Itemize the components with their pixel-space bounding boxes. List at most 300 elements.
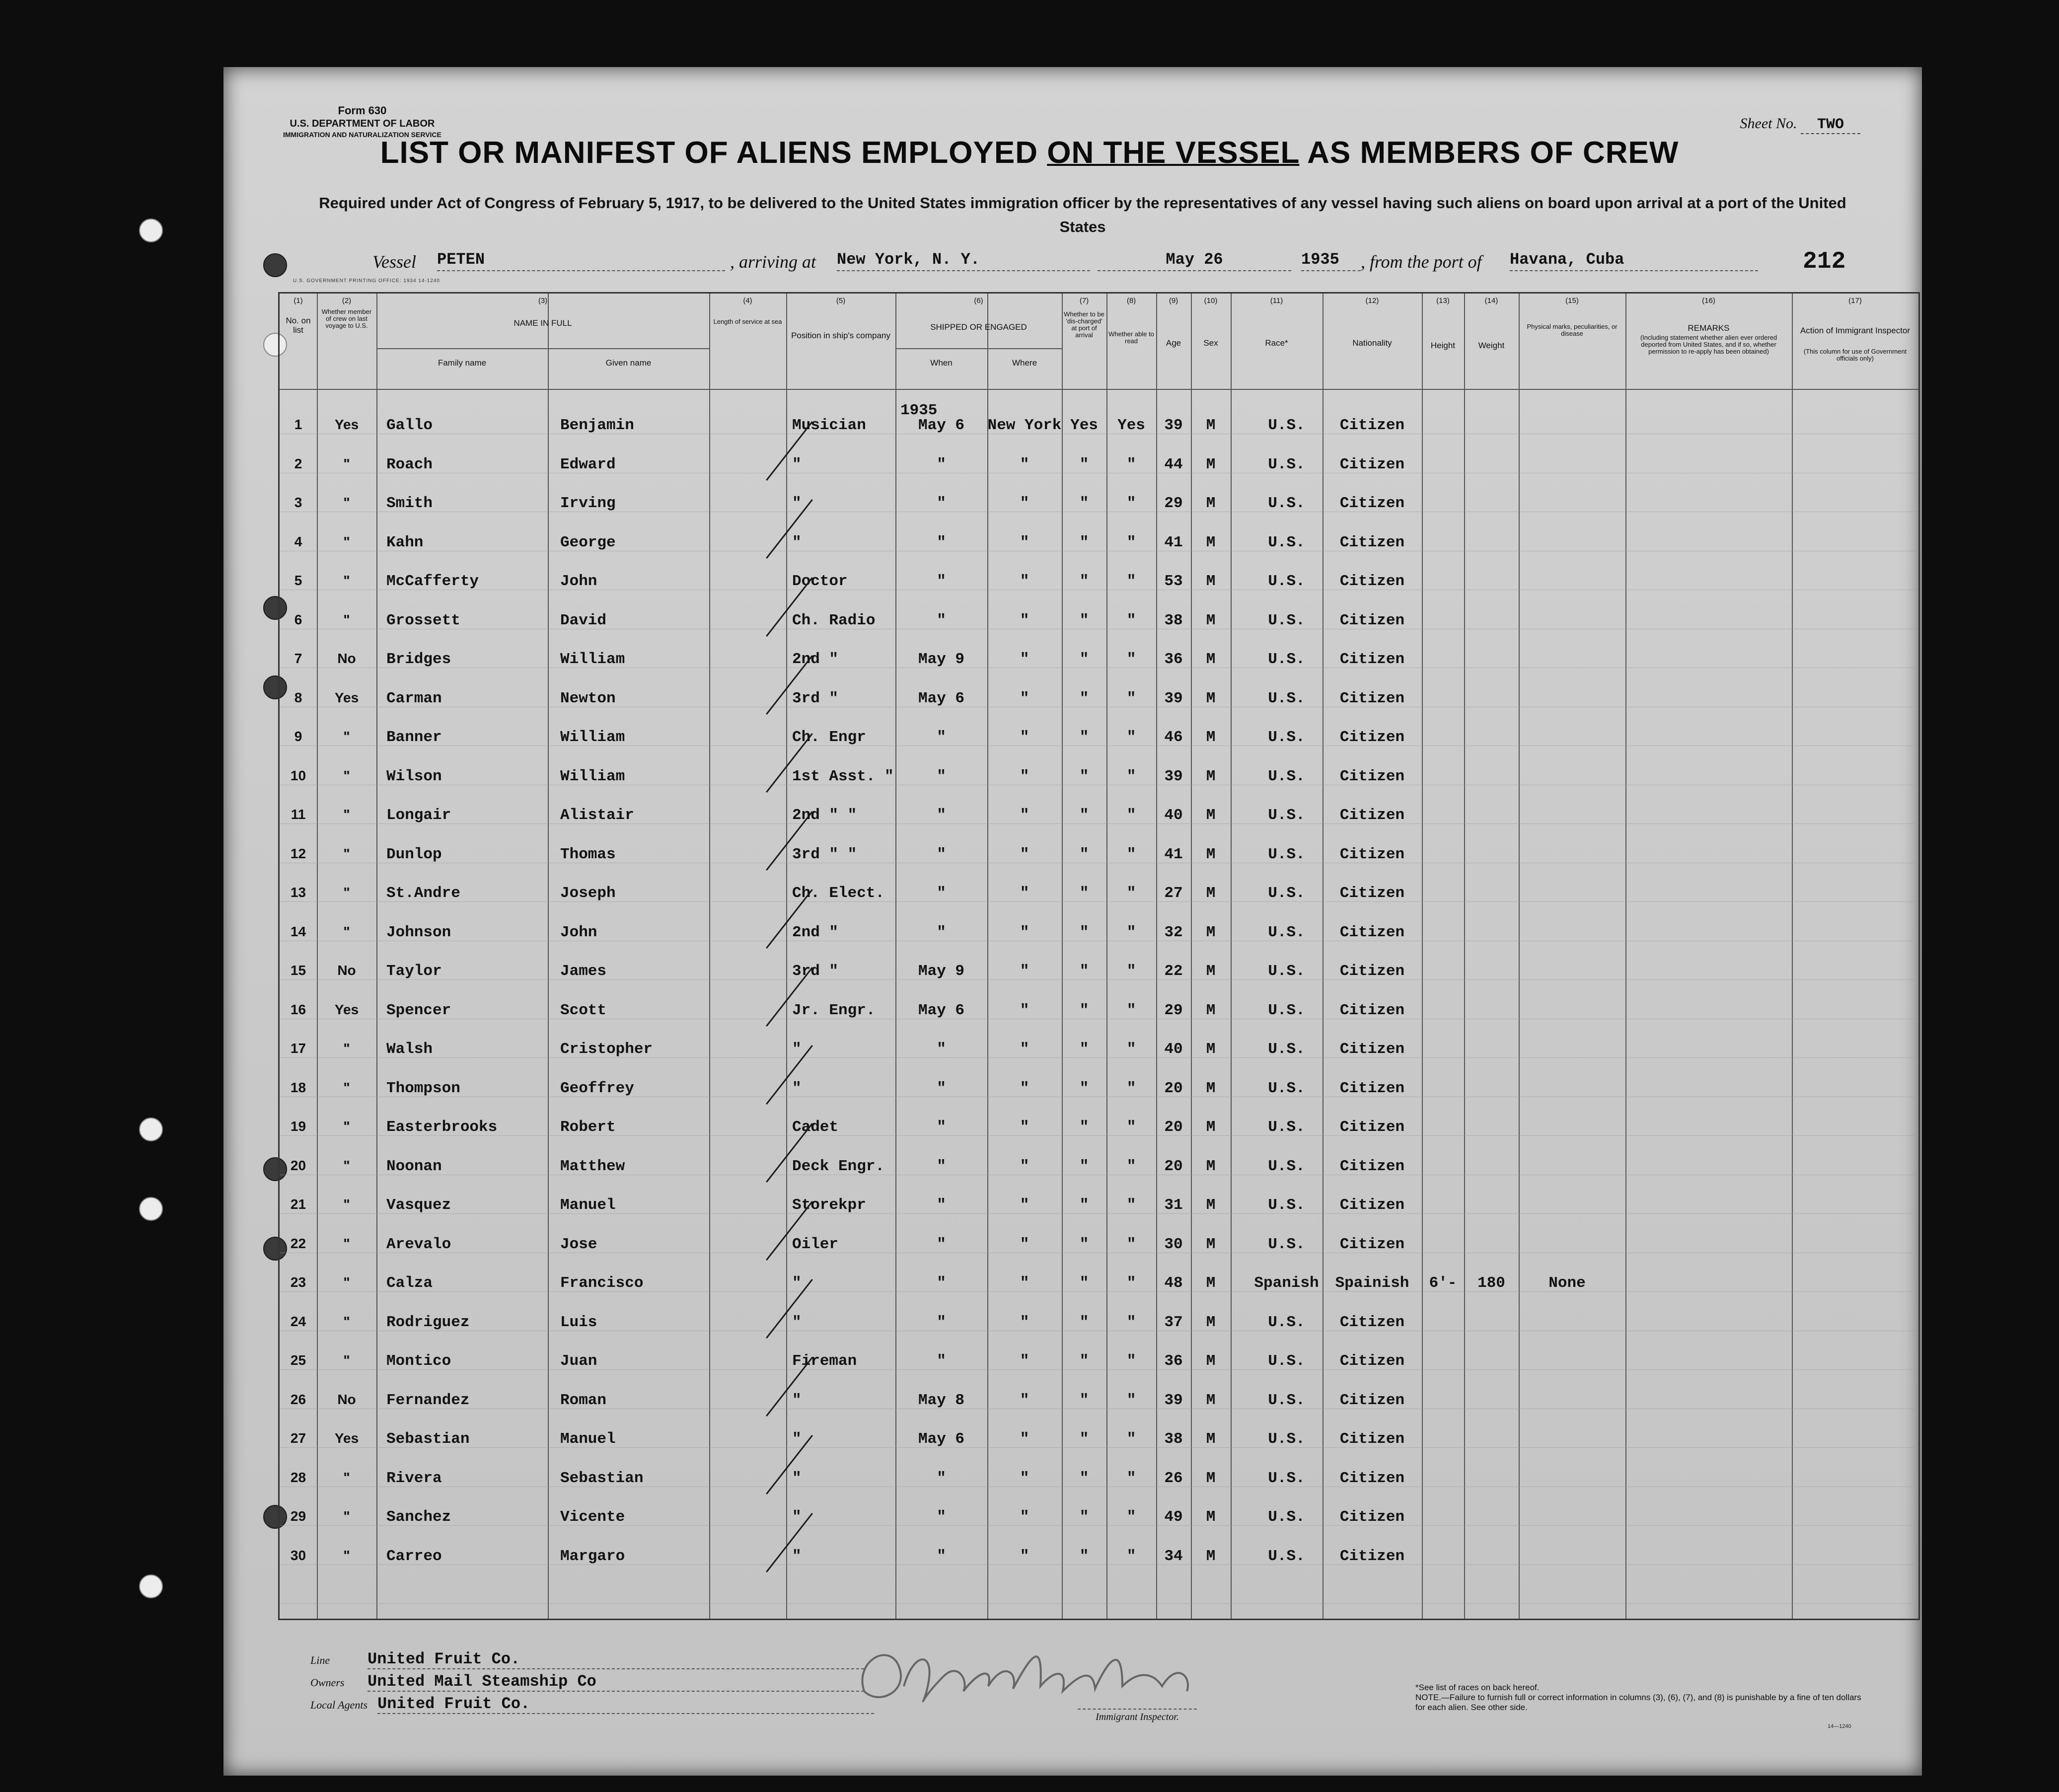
shipped-where: "	[1020, 729, 1030, 746]
family-name: Calza	[386, 1274, 433, 1292]
shipped-where: "	[1020, 1469, 1030, 1487]
sex: M	[1206, 573, 1216, 590]
nationality: Citizen	[1339, 1119, 1405, 1136]
race: U.S.	[1268, 845, 1305, 863]
agents-label: Local Agents	[310, 1699, 368, 1711]
age: 40	[1164, 1041, 1183, 1058]
race: U.S.	[1268, 573, 1305, 590]
shipped-where: "	[1020, 533, 1030, 551]
shipped-where: "	[1020, 689, 1030, 707]
discharged: "	[1079, 689, 1089, 707]
able-to-read: "	[1126, 1313, 1136, 1331]
given-name: Alistair	[560, 807, 634, 824]
race: U.S.	[1268, 1079, 1305, 1097]
discharged: "	[1079, 923, 1089, 941]
nationality: Citizen	[1339, 1391, 1405, 1409]
discharged: "	[1079, 1157, 1089, 1175]
list-number: 27	[290, 1430, 306, 1446]
discharged: "	[1079, 885, 1089, 902]
discharged: "	[1079, 1508, 1089, 1526]
position: Storekpr	[792, 1196, 866, 1214]
sex: M	[1206, 963, 1216, 980]
race: U.S.	[1268, 729, 1305, 746]
shipped-where: "	[1020, 1430, 1030, 1448]
discharged: "	[1079, 767, 1089, 785]
sex: M	[1206, 807, 1216, 824]
able-to-read: "	[1126, 1274, 1136, 1292]
column-divider	[1062, 294, 1063, 1619]
able-to-read: "	[1126, 1352, 1136, 1370]
previous-voyage: No	[337, 1391, 356, 1407]
row-rule	[280, 1369, 1918, 1370]
shipped-when: May 6	[918, 689, 965, 707]
position: 3rd "	[792, 689, 839, 707]
shipped-when: May 8	[918, 1391, 965, 1409]
family-name: Sebastian	[386, 1430, 470, 1448]
shipped-when: "	[937, 1157, 946, 1175]
position: Oiler	[792, 1235, 839, 1253]
nationality: Citizen	[1339, 1235, 1405, 1253]
family-name: Rodriguez	[386, 1313, 470, 1331]
list-number: 3	[294, 495, 302, 510]
crew-table	[278, 292, 1920, 1620]
sex: M	[1206, 455, 1216, 473]
nationality: Citizen	[1339, 1196, 1405, 1214]
header-weight: Weight	[1478, 341, 1505, 350]
shipped-when: "	[937, 1469, 946, 1487]
binder-hole	[139, 219, 163, 242]
header-subdivider	[895, 348, 1062, 349]
list-number: 17	[290, 1041, 306, 1056]
position: Deck Engr.	[792, 1157, 885, 1175]
sex: M	[1206, 533, 1216, 551]
list-number: 4	[294, 533, 302, 549]
shipped-when: May 6	[918, 417, 965, 434]
given-name: Manuel	[560, 1430, 616, 1448]
nationality: Citizen	[1339, 963, 1405, 980]
nationality: Citizen	[1339, 651, 1405, 668]
given-name: Sebastian	[560, 1469, 644, 1487]
column-number: (3)	[538, 297, 548, 305]
previous-voyage: "	[343, 573, 350, 588]
nationality: Citizen	[1339, 1041, 1405, 1058]
able-to-read: "	[1126, 533, 1136, 551]
able-to-read: "	[1126, 1001, 1136, 1019]
position: 1st Asst. "	[792, 767, 894, 785]
header-family-name: Family name	[438, 358, 487, 368]
column-number: (8)	[1126, 297, 1136, 305]
row-rule	[280, 1213, 1918, 1214]
column-divider	[987, 294, 988, 1619]
list-number: 11	[291, 807, 306, 822]
family-name: Roach	[386, 455, 433, 473]
service-slash	[766, 1435, 813, 1494]
race: U.S.	[1268, 1352, 1305, 1370]
nationality: Citizen	[1339, 729, 1405, 746]
race: U.S.	[1268, 923, 1305, 941]
list-number: 30	[290, 1547, 306, 1563]
printer-line: U.S. GOVERNMENT PRINTING OFFICE: 1934 14-1240	[293, 278, 440, 284]
position: Ch. Radio	[792, 611, 876, 629]
shipped-when: "	[937, 923, 946, 941]
able-to-read: "	[1126, 1041, 1136, 1058]
able-to-read: "	[1126, 963, 1136, 980]
service-slash	[766, 421, 813, 481]
family-name: Walsh	[386, 1041, 433, 1058]
header-sex: Sex	[1203, 338, 1218, 348]
position: 2nd "	[792, 923, 839, 941]
header-height: Height	[1430, 341, 1456, 350]
column-divider	[1156, 294, 1157, 1619]
given-name: Margaro	[560, 1547, 625, 1565]
column-divider	[1519, 294, 1520, 1619]
position: Doctor	[792, 573, 848, 590]
nationality: Citizen	[1339, 807, 1405, 824]
discharged: "	[1079, 1274, 1089, 1292]
column-divider	[709, 294, 710, 1619]
age: 32	[1164, 923, 1183, 941]
sex: M	[1206, 1391, 1216, 1409]
header-shipped-engaged: SHIPPED OR ENGAGED	[930, 322, 1027, 332]
race: U.S.	[1268, 1157, 1305, 1175]
column-number: (16)	[1702, 297, 1715, 305]
column-divider	[1464, 294, 1465, 1619]
family-name: Spencer	[386, 1001, 451, 1019]
sex: M	[1206, 651, 1216, 668]
arrival-year: 1935	[1301, 250, 1361, 271]
nationality: Citizen	[1339, 1469, 1405, 1487]
race: U.S.	[1268, 1391, 1305, 1409]
previous-voyage: "	[343, 923, 350, 939]
previous-voyage: "	[343, 1547, 350, 1563]
sex: M	[1206, 729, 1216, 746]
given-name: David	[560, 611, 607, 629]
age: 48	[1164, 1274, 1183, 1292]
header-previous-voyage: Whether member of crew on last voyage to U.S.	[321, 308, 372, 329]
shipped-where: "	[1020, 1001, 1030, 1019]
shipped-when: "	[937, 1235, 946, 1253]
shipped-when: "	[937, 1547, 946, 1565]
race: U.S.	[1268, 651, 1305, 668]
discharged: "	[1079, 1079, 1089, 1097]
discharged: "	[1079, 1001, 1089, 1019]
sex: M	[1206, 1352, 1216, 1370]
race: U.S.	[1268, 963, 1305, 980]
header-able-to-read: Whether able to read	[1108, 330, 1154, 345]
race: U.S.	[1268, 1196, 1305, 1214]
previous-voyage: "	[343, 1352, 350, 1368]
shipped-when: "	[937, 495, 946, 512]
row-rule	[280, 901, 1918, 902]
discharged: "	[1079, 573, 1089, 590]
previous-voyage: "	[343, 1196, 350, 1212]
age: 36	[1164, 651, 1183, 668]
age: 37	[1164, 1313, 1183, 1331]
row-rule	[280, 1603, 1918, 1604]
header-discharged: Whether to be 'dis-charged' at port of arrival	[1064, 310, 1104, 339]
shipped-where: "	[1020, 1313, 1030, 1331]
discharged: "	[1079, 611, 1089, 629]
age: 41	[1164, 533, 1183, 551]
binder-hole	[139, 1118, 163, 1141]
discharged: "	[1079, 1469, 1089, 1487]
list-number: 7	[294, 651, 302, 666]
row-rule	[280, 1057, 1918, 1058]
sex: M	[1206, 495, 1216, 512]
column-number: (1)	[294, 297, 303, 305]
family-name: Carreo	[386, 1547, 442, 1565]
given-name: Scott	[560, 1001, 607, 1019]
nationality: Citizen	[1339, 417, 1405, 434]
family-name: Johnson	[386, 923, 451, 941]
header-action: Action of Immigrant Inspector	[1800, 326, 1911, 335]
previous-voyage: "	[343, 1079, 350, 1095]
list-number: 9	[294, 729, 302, 744]
age: 30	[1164, 1235, 1183, 1253]
nationality: Citizen	[1339, 1430, 1405, 1448]
voyage-line	[372, 248, 1763, 278]
position: "	[792, 533, 802, 551]
family-name: Smith	[386, 495, 433, 512]
column-number: (10)	[1204, 297, 1218, 305]
header-given-name: Given name	[605, 358, 652, 368]
sex: M	[1206, 689, 1216, 707]
row-rule	[280, 1447, 1918, 1448]
sex: M	[1206, 1274, 1216, 1292]
race: U.S.	[1268, 1547, 1305, 1565]
age: 20	[1164, 1157, 1183, 1175]
position: "	[792, 1508, 802, 1526]
given-name: John	[560, 573, 597, 590]
column-number: (17)	[1848, 297, 1862, 305]
discharged: "	[1079, 1547, 1089, 1565]
header-rule	[280, 389, 1918, 390]
nationality: Citizen	[1339, 923, 1405, 941]
discharged: "	[1079, 533, 1089, 551]
family-name: Thompson	[386, 1079, 460, 1097]
service-slash	[766, 1045, 813, 1105]
position: "	[792, 1274, 802, 1292]
able-to-read: "	[1126, 807, 1136, 824]
shipped-when: "	[937, 455, 946, 473]
race: U.S.	[1268, 885, 1305, 902]
column-divider	[1191, 294, 1192, 1619]
shipped-where: "	[1020, 767, 1030, 785]
list-number: 14	[290, 923, 306, 939]
service-slash	[766, 1357, 813, 1417]
position: "	[792, 1469, 802, 1487]
able-to-read: "	[1126, 651, 1136, 668]
shipped-when: "	[937, 1119, 946, 1136]
able-to-read: "	[1126, 455, 1136, 473]
age: 46	[1164, 729, 1183, 746]
list-number: 1	[294, 417, 302, 432]
given-name: Juan	[560, 1352, 597, 1370]
shipped-where: "	[1020, 611, 1030, 629]
family-name: Noonan	[386, 1157, 442, 1175]
shipped-when: May 9	[918, 651, 965, 668]
nationality: Citizen	[1339, 573, 1405, 590]
form-identifier	[283, 104, 441, 139]
age: 22	[1164, 963, 1183, 980]
race: U.S.	[1268, 611, 1305, 629]
header-subdivider	[376, 348, 709, 349]
shipped-when: "	[937, 573, 946, 590]
family-name: Arevalo	[386, 1235, 451, 1253]
sheet-value: TWO	[1801, 116, 1860, 134]
column-divider	[1323, 294, 1324, 1619]
shipped-when: "	[937, 1313, 946, 1331]
given-name: Benjamin	[560, 417, 634, 434]
shipped-where: "	[1020, 455, 1030, 473]
list-number: 21	[290, 1196, 306, 1212]
able-to-read: "	[1126, 1196, 1136, 1214]
position: Musician	[792, 417, 866, 434]
sex: M	[1206, 885, 1216, 902]
column-divider	[1625, 294, 1626, 1619]
discharged: "	[1079, 1430, 1089, 1448]
family-name: Wilson	[386, 767, 442, 785]
position: "	[792, 455, 802, 473]
stamp-number: 212	[1803, 248, 1846, 275]
previous-voyage: No	[337, 651, 356, 666]
age: 38	[1164, 611, 1183, 629]
list-number: 22	[290, 1235, 306, 1251]
previous-voyage: "	[343, 1157, 350, 1173]
shipped-when: "	[937, 845, 946, 863]
shipped-where: "	[1020, 845, 1030, 863]
able-to-read: Yes	[1117, 417, 1145, 434]
binder-hole	[139, 1574, 163, 1598]
given-name: Francisco	[560, 1274, 644, 1292]
list-number: 29	[290, 1508, 306, 1524]
list-number: 15	[290, 963, 306, 978]
sex: M	[1206, 1196, 1216, 1214]
form-code: 14—1240	[1828, 1723, 1851, 1729]
given-name: Manuel	[560, 1196, 616, 1214]
previous-voyage: "	[343, 1119, 350, 1134]
able-to-read: "	[1126, 495, 1136, 512]
column-number: (5)	[836, 297, 846, 305]
given-name: Thomas	[560, 845, 616, 863]
footer-owners	[310, 1672, 596, 1691]
discharged: "	[1079, 845, 1089, 863]
family-name: Fernandez	[386, 1391, 470, 1409]
inspector-label: Immigrant Inspector.	[1078, 1709, 1197, 1723]
position: Ch. Elect.	[792, 885, 885, 902]
column-number: (11)	[1270, 297, 1283, 305]
family-name: Sanchez	[386, 1508, 451, 1526]
row-rule	[280, 1291, 1918, 1292]
age: 20	[1164, 1079, 1183, 1097]
title-part-2: ON THE VESSEL	[1047, 136, 1300, 170]
position: "	[792, 1430, 802, 1448]
nationality: Citizen	[1339, 689, 1405, 707]
shipped-where: "	[1020, 1119, 1030, 1136]
header-no-on-list: No. on list	[286, 316, 311, 335]
able-to-read: "	[1126, 1430, 1136, 1448]
previous-voyage: "	[343, 455, 350, 471]
previous-voyage: "	[343, 767, 350, 783]
discharged: "	[1079, 651, 1089, 668]
sex: M	[1206, 923, 1216, 941]
family-name: Taylor	[386, 963, 442, 980]
sex: M	[1206, 1041, 1216, 1058]
nationality: Citizen	[1339, 611, 1405, 629]
nationality: Citizen	[1339, 455, 1405, 473]
list-number: 2	[294, 455, 302, 471]
age: 20	[1164, 1119, 1183, 1136]
physical-marks: None	[1548, 1274, 1586, 1292]
previous-voyage: Yes	[334, 1430, 359, 1446]
owners-value: United Mail Steamship Co	[368, 1672, 864, 1692]
row-rule	[280, 979, 1918, 980]
sex: M	[1206, 1430, 1216, 1448]
age: 29	[1164, 495, 1183, 512]
family-name: St.Andre	[386, 885, 460, 902]
discharged: "	[1079, 1041, 1089, 1058]
races-note: *See list of races on back hereof.	[1415, 1683, 1540, 1692]
nationality: Citizen	[1339, 1313, 1405, 1331]
column-number: (9)	[1169, 297, 1178, 305]
header-physical-marks: Physical marks, peculiarities, or disease	[1527, 323, 1618, 337]
shipped-when: May 6	[918, 1001, 965, 1019]
sex: M	[1206, 1235, 1216, 1253]
arrival-date: May 26	[1098, 250, 1291, 271]
shipped-when: "	[937, 807, 946, 824]
previous-voyage: No	[337, 963, 356, 978]
nationality: Citizen	[1339, 1001, 1405, 1019]
age: 31	[1164, 1196, 1183, 1214]
sheet-label: Sheet No.	[1740, 115, 1797, 132]
race: U.S.	[1268, 1001, 1305, 1019]
sex: M	[1206, 767, 1216, 785]
previous-voyage: "	[343, 845, 350, 861]
list-number: 13	[290, 885, 306, 900]
position: "	[792, 495, 802, 512]
previous-voyage: "	[343, 495, 350, 510]
able-to-read: "	[1126, 1391, 1136, 1409]
column-divider	[548, 294, 549, 1619]
age: 39	[1164, 767, 1183, 785]
list-number: 16	[290, 1001, 306, 1017]
age: 36	[1164, 1352, 1183, 1370]
vessel-name: PETEN	[437, 250, 725, 271]
given-name: Luis	[560, 1313, 597, 1331]
age: 53	[1164, 573, 1183, 590]
given-name: Irving	[560, 495, 616, 512]
given-name: Vicente	[560, 1508, 625, 1526]
header-remarks: REMARKS	[1688, 323, 1730, 333]
able-to-read: "	[1126, 1235, 1136, 1253]
from-port-label: , from the port of	[1361, 252, 1482, 272]
list-number: 26	[290, 1391, 306, 1407]
shipped-when: May 6	[918, 1430, 965, 1448]
column-number: (13)	[1436, 297, 1450, 305]
header-position: Position in ship's company	[791, 331, 890, 340]
sex: M	[1206, 1313, 1216, 1331]
position: Fireman	[792, 1352, 857, 1370]
shipped-where: "	[1020, 1547, 1030, 1565]
nationality: Citizen	[1339, 1157, 1405, 1175]
age: 38	[1164, 1430, 1183, 1448]
able-to-read: "	[1126, 923, 1136, 941]
position: 2nd "	[792, 651, 839, 668]
sex: M	[1206, 417, 1216, 434]
footnotes	[1415, 1683, 1862, 1713]
agents-value: United Fruit Co.	[377, 1695, 874, 1714]
arrival-port: New York, N. Y.	[837, 250, 1090, 271]
